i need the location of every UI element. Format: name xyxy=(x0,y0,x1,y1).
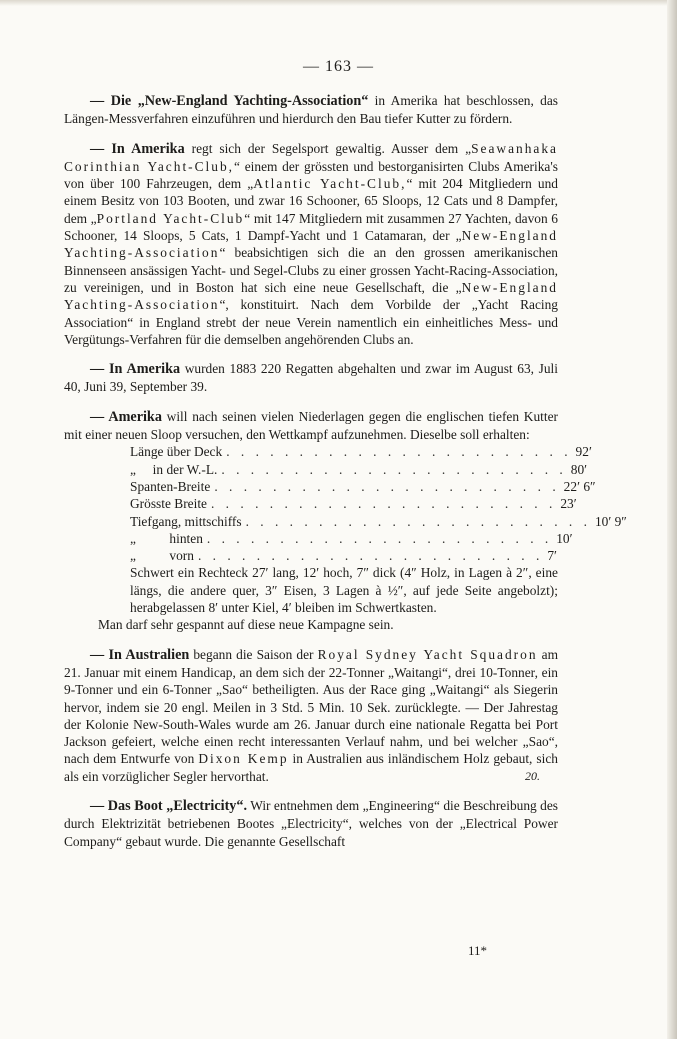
measurement-value: 22′ 6″ xyxy=(563,478,596,494)
measurement-value: 92′ xyxy=(575,444,592,460)
paragraph-text: Wir entnehmen dem „Engineering“ die Beschreibung des durch Elektrizität betriebenen Bootes „Electricity“, welches von der „Electrical Power Company“ gebaut wurde. Die genannte Gesellschaft xyxy=(64,797,558,849)
paragraph-text: begann die Saison der xyxy=(189,646,318,662)
closing-remark: Man darf sehr gespannt auf diese neue Kampagne sein. xyxy=(98,617,394,633)
measurement-value: 23′ xyxy=(560,496,577,512)
paragraph-lead: — Die „New-England Yachting-Association“ xyxy=(90,93,369,109)
measurement-label: Grösste Breite xyxy=(130,496,207,512)
measurement-label: „ vorn xyxy=(130,548,194,564)
measurement-label: „ hinten xyxy=(130,530,203,546)
paragraph-text: “, konstituirt. Nach dem Vorbilde der „Yacht Racing Association“ in England strebt der neue Verein namentlich ein einheitliches Mess- und Vergütungs-Verfahren für die demselben angehörenden Clubs an. xyxy=(64,297,558,347)
author-initials: 20. xyxy=(525,768,540,783)
paragraph-text: will nach seinen vielen Niederlagen gegen die englischen tiefen Kutter mit einer neuen Sloop versuchen, den Wettkampf aufzunehmen. Dieselbe soll erhalten: xyxy=(64,408,558,443)
paragraph-text: “ mit 204 Mitgliedern und einem Besitz von 103 Booten, und zwar 16 Schooner, 65 Sloops, 12 Cats und 8 Dampfer, dem „ xyxy=(64,176,559,226)
paragraph-electricity xyxy=(64,797,558,850)
paragraph-amerika-regatten xyxy=(64,360,558,396)
paragraph-lead: — In Amerika xyxy=(90,140,185,157)
paragraph-new-england-association xyxy=(64,92,558,128)
measurement-row xyxy=(130,461,588,478)
schwert-note: Schwert ein Rechteck 27′ lang, 12′ hoch, 7″ dick (4″ Holz, in Lagen à 2″, eine längs, die andere quer, 3″ Eisen, 3 Lagen à ½″, auf jede Seite angebolzt); herabgelassen 8′ unter Kiel, 4′ bleiben im Schwertkasten. xyxy=(130,565,558,616)
signature-mark: 11* xyxy=(468,943,488,958)
measurement-label: Spanten-Breite xyxy=(130,478,211,494)
leader-dots: . . . . . . . . . . . . . . . . . . . . . . . . xyxy=(206,530,553,546)
paragraph-lead: — In Australien xyxy=(90,646,190,663)
paragraph-lead: — Amerika xyxy=(90,408,162,425)
spaced-name: New-England Yachting-Association xyxy=(64,279,558,313)
leader-dots: . . . . . . . . . . . . . . . . . . . . . . . . xyxy=(245,513,591,529)
paragraph-amerika-sloop xyxy=(64,408,558,444)
spaced-name: Seawanhaka Corinthian Yacht-Club, xyxy=(64,140,558,174)
measurement-label: Tiefgang, mittschiffs xyxy=(130,513,242,529)
measurement-row xyxy=(130,530,573,547)
measurement-table xyxy=(130,443,627,564)
spaced-name: Portland Yacht-Club xyxy=(96,210,245,226)
spaced-name: Dixon Kemp xyxy=(198,751,289,767)
leader-dots: . . . . . . . . . . . . . . . . . . . . . . . . xyxy=(197,548,544,564)
leader-dots: . . . . . . . . . . . . . . . . . . . . . . . . xyxy=(214,478,560,494)
spaced-name: Royal Sydney Yacht Squadron xyxy=(317,646,538,662)
paragraph-text: in Amerika hat beschlossen, das Längen-Messverfahren einzuführen und hierdurch den Bau tiefer Kutter zu fördern. xyxy=(64,93,558,127)
measurement-row xyxy=(130,513,627,530)
paragraph-text: am 21. Januar mit einem Handicap, an dem sich der 22-Tonner „Waitangi“, drei 10-Tonner, ein 9-Tonner und ein 6-Tonner „Sao“ betheiligten. Aus der Race ging „Waitangi“ als Siegerin hervor, indem sie 20 engl. Meilen in 3 Std. 5 Min. 10 Sek. zurücklegte. — Der Jahrestag der Kolonie New-South-Wales wurde am 26. Januar durch eine nationale Regatta bei Port Jackson gefeiert, welche einen recht interessanten Verlauf nahm, und bei welcher „Sao“, nach dem Entwurfe von xyxy=(64,646,558,767)
paragraph-lead: — Das Boot „Electricity“. xyxy=(90,797,248,814)
measurement-value: 10′ xyxy=(556,530,573,546)
leader-dots: . . . . . . . . . . . . . . . . . . . . . . . . xyxy=(221,461,567,477)
paragraph-text: “ einem der grössten und bestorganisirten Clubs Amerika's von über 100 Fahrzeugen, dem „ xyxy=(64,158,559,192)
paragraph-text: wurden 1883 220 Regatten abgehalten und zwar im August 63, Juli 40, Juni 39, September 39. xyxy=(64,361,558,395)
measurement-row xyxy=(130,478,596,495)
page-number: — 163 — xyxy=(303,58,374,75)
paragraph-lead: — In Amerika xyxy=(90,361,181,378)
paragraph-text: “ beabsichtigen sich die an den grossen amerikanischen Binnenseen ansässigen Yacht- und Segel-Clubs zu einer grossen Yacht-Racing-Association, zu vereinigen, und in Boston hat sich eine neue Gesellschaft, die „ xyxy=(64,245,558,295)
measurement-row xyxy=(130,495,577,512)
paragraph-text: “ mit 147 Mitgliedern mit zusammen 27 Yachten, davon 6 Schooner, 14 Sloops, 5 Cats, 1 Dampf-Yacht und 1 Catamaran, der „ xyxy=(64,210,558,244)
measurement-label: „ in der W.-L. xyxy=(130,461,218,477)
paragraph-amerika-clubs xyxy=(64,140,558,349)
paragraph-text: in Australien aus inländischem Holz gebaut, sich als ein vorzüglicher Segler hervorthat. xyxy=(64,751,558,784)
leader-dots: . . . . . . . . . . . . . . . . . . . . . . . . xyxy=(226,444,572,460)
leader-dots: . . . . . . . . . . . . . . . . . . . . . . . . xyxy=(210,496,557,512)
measurement-row xyxy=(130,547,557,564)
measurement-value: 80′ xyxy=(570,461,588,477)
page-edge-shadow xyxy=(667,0,677,1039)
spaced-name: New-England Yachting-Association xyxy=(64,228,558,261)
page-top-shadow xyxy=(0,0,677,6)
measurement-label: Länge über Deck xyxy=(130,444,223,460)
spaced-name: Atlantic Yacht-Club, xyxy=(253,176,407,192)
body-text xyxy=(64,92,627,862)
measurement-value: 7′ xyxy=(547,548,557,564)
paragraph-australien xyxy=(64,646,558,785)
measurement-row xyxy=(130,443,592,460)
measurement-value: 10′ 9″ xyxy=(594,513,627,529)
paragraph-text: regt sich der Segelsport gewaltig. Ausser dem „ xyxy=(184,140,472,156)
